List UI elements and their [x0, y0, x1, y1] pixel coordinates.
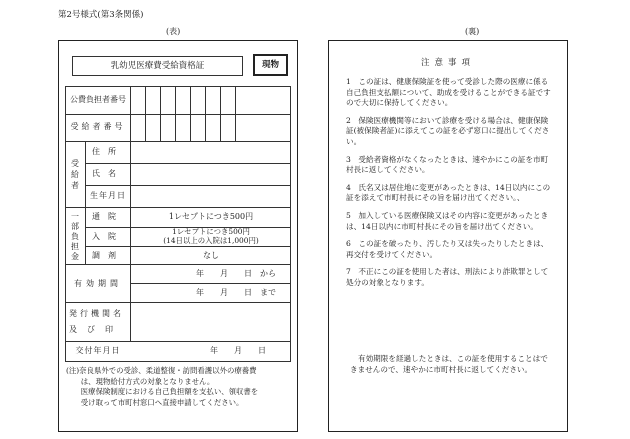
birthdate-label: 生年月日 — [90, 191, 126, 200]
row-divider — [65, 341, 291, 342]
pharmacy-value: なし — [203, 251, 219, 260]
note-item: 4 氏名又は居住地に変更があったときは、14日以内にこの証を添えて市町村長にその旨を届け出てください。、 — [346, 182, 551, 203]
row-divider — [130, 283, 291, 284]
recipient-group-label: 受給者 — [71, 159, 79, 190]
digit-divider — [235, 86, 236, 114]
notes-heading: 注意事項 — [420, 58, 475, 68]
note-item: 6 この証を破ったり、汚したり又は失ったりしたときは、再交付を受けてください。 — [346, 239, 549, 259]
validity-label: 有効期間 — [74, 279, 122, 288]
footnote-line: 受け取って市町村窓口へ直接申請してください。 — [66, 397, 244, 407]
note-item: 7 不正にこの証を使用した者は、刑法により詐欺罪として処分の対象となります。 — [346, 267, 549, 287]
footnote-line: 医療保険制度における自己負担額を支払い、領収書を — [66, 387, 259, 396]
form-number: 第2号様式(第3条関係) — [58, 10, 144, 20]
note-item: 3 受給者資格がなくなったときは、速やかにこの証を市町村長に返してください。 — [346, 154, 549, 175]
issuer-label-1: 発行機関名 — [69, 309, 124, 318]
inpatient-label: 入院 — [92, 232, 124, 241]
digit-divider — [205, 114, 206, 141]
outpatient-value: 1レセプトにつき500円 — [168, 212, 254, 221]
row-divider — [85, 246, 291, 247]
genbutsu-label: 現物 — [261, 60, 279, 70]
row-divider — [85, 163, 291, 164]
digit-divider — [190, 86, 191, 114]
row-divider — [65, 141, 291, 142]
note-item: 2 保険医療機関等において診療を受ける場合は、健康保険証(被保険者証)に添えてこの証を必ず窓口に提出してください。 — [346, 115, 550, 146]
issuer-label-2: 及び印 — [69, 325, 123, 334]
card-title: 乳幼児医療費受給資格証 — [110, 61, 205, 71]
pharmacy-label: 調剤 — [92, 251, 124, 260]
validity-to: 年 月 日 まで — [196, 288, 276, 297]
digit-divider — [160, 86, 161, 114]
notes-list — [346, 77, 552, 296]
row-divider — [65, 264, 291, 265]
recipient-number-label: 受給者番号 — [70, 122, 126, 131]
digit-divider — [220, 86, 221, 114]
digit-divider — [235, 114, 236, 141]
name-label: 氏名 — [92, 169, 124, 178]
title-box — [72, 56, 243, 76]
front-side-label: (表) — [166, 27, 181, 36]
payer-number-label: 公費負担者番号 — [70, 95, 126, 104]
row-divider — [65, 302, 291, 303]
row-divider — [65, 207, 291, 208]
row-divider — [65, 114, 291, 115]
back-side-label: (裏) — [465, 27, 480, 36]
validity-from: 年 月 日 から — [196, 269, 276, 278]
address-label: 住所 — [92, 147, 124, 156]
digit-divider — [175, 114, 176, 141]
column-divider — [85, 207, 86, 264]
digit-divider — [145, 86, 146, 114]
issue-date-value: 年 月 日 — [210, 346, 266, 355]
closing-note: 有効期限を経過したときは、この証を使用することはできませんので、速やかに市町村長に返してください。 — [350, 354, 548, 374]
digit-divider — [145, 114, 146, 141]
inpatient-value-1: 1レセプトにつき500円 — [172, 227, 250, 236]
column-divider — [85, 141, 86, 207]
inpatient-value-2: (14日以上の入院は1,000円) — [163, 236, 259, 245]
footnote-line: は、現物給付方式の対象となりません。 — [66, 376, 215, 386]
note-item: 5 加入している医療保険又はその内容に変更があったときは、14日以内に市町村長にその旨を届け出てください。 — [346, 210, 549, 231]
digit-divider — [190, 114, 191, 141]
genbutsu-box — [253, 54, 288, 76]
digit-divider — [205, 86, 206, 114]
outpatient-label: 通院 — [92, 212, 124, 221]
row-divider — [85, 185, 291, 186]
digit-divider — [160, 114, 161, 141]
issue-date-label: 交付年月日 — [75, 346, 121, 355]
footnote — [66, 366, 294, 408]
digit-divider — [175, 86, 176, 114]
copay-group-label: 一部負担金 — [71, 212, 79, 261]
digit-divider — [220, 114, 221, 141]
note-item: 1 この証は、健康保険証を使って受診した際の医療に係る自己負担支払額について、助成を受けることができる証ですので大切に保持してください。 — [346, 77, 551, 108]
footnote-line: (注)奈良県外での受診、柔道整復・訪問看護以外の療養費 — [66, 366, 257, 375]
